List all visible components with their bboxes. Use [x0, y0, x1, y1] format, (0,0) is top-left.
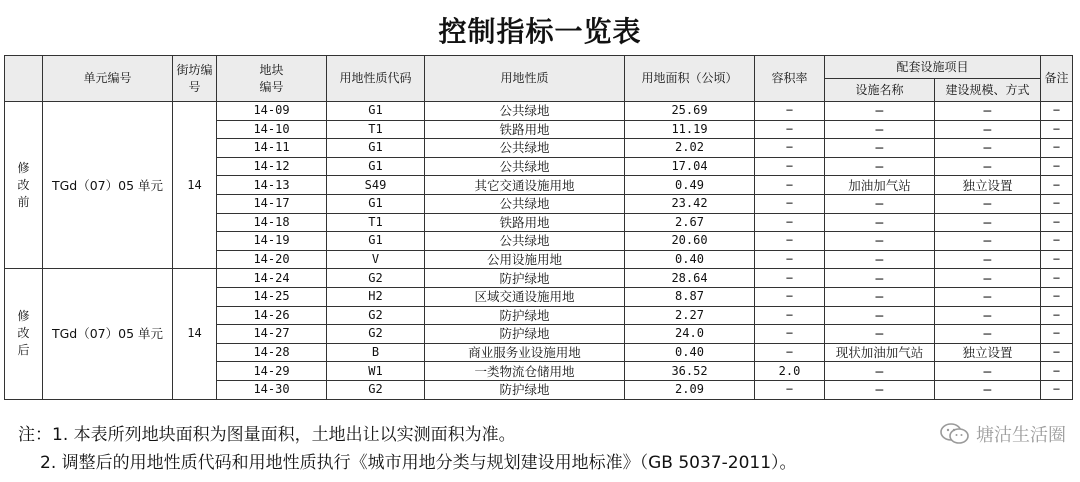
- area-cell: 17.04: [625, 157, 755, 176]
- facility-name-cell: −: [825, 120, 935, 139]
- land-code-cell: T1: [327, 120, 425, 139]
- facility-name-cell: −: [825, 325, 935, 344]
- facility-name-cell: −: [825, 362, 935, 381]
- remarks-cell: −: [1041, 362, 1073, 381]
- facility-scale-cell: −: [935, 157, 1041, 176]
- facility-scale-cell: −: [935, 102, 1041, 121]
- phase-cell: [5, 269, 43, 399]
- header-facilities: 配套设施项目: [825, 56, 1041, 79]
- land-use-cell: 公共绿地: [425, 139, 625, 158]
- far-cell: −: [755, 343, 825, 362]
- plot-no-cell: 14-10: [217, 120, 327, 139]
- land-code-cell: W1: [327, 362, 425, 381]
- area-cell: 20.60: [625, 232, 755, 251]
- land-code-cell: G1: [327, 102, 425, 121]
- land-use-cell: 区域交通设施用地: [425, 287, 625, 306]
- facility-name-cell: −: [825, 269, 935, 288]
- facility-scale-cell: −: [935, 380, 1041, 399]
- area-cell: 2.09: [625, 380, 755, 399]
- facility-scale-cell: 独立设置: [935, 176, 1041, 195]
- land-code-cell: G1: [327, 232, 425, 251]
- facility-scale-cell: −: [935, 269, 1041, 288]
- page-title: 控制指标一览表: [438, 15, 642, 48]
- plot-no-cell: 14-17: [217, 194, 327, 213]
- unit-cell: TGd（07）05 单元: [43, 102, 173, 269]
- land-code-cell: V: [327, 250, 425, 269]
- header-plot-no-text: 地块编号: [259, 62, 284, 94]
- land-use-cell: 公共绿地: [425, 232, 625, 251]
- phase-char: 后: [17, 343, 30, 358]
- header-land-code: 用地性质代码: [327, 56, 425, 102]
- area-cell: 2.67: [625, 213, 755, 232]
- remarks-cell: −: [1041, 102, 1073, 121]
- remarks-cell: −: [1041, 250, 1073, 269]
- land-use-cell: 公共绿地: [425, 194, 625, 213]
- header-area: 用地面积（公顷）: [625, 56, 755, 102]
- plot-no-cell: 14-30: [217, 380, 327, 399]
- unit-cell: TGd（07）05 单元: [43, 269, 173, 399]
- land-use-cell: 公共绿地: [425, 102, 625, 121]
- remarks-cell: −: [1041, 380, 1073, 399]
- plot-no-cell: 14-28: [217, 343, 327, 362]
- land-use-cell: 防护绿地: [425, 306, 625, 325]
- facility-name-cell: −: [825, 157, 935, 176]
- plot-no-cell: 14-11: [217, 139, 327, 158]
- land-code-cell: G2: [327, 325, 425, 344]
- header-facility-name: 设施名称: [825, 79, 935, 102]
- facility-scale-cell: −: [935, 232, 1041, 251]
- plot-no-cell: 14-12: [217, 157, 327, 176]
- facility-scale-cell: −: [935, 287, 1041, 306]
- far-cell: −: [755, 380, 825, 399]
- land-code-cell: B: [327, 343, 425, 362]
- header-phase: [5, 56, 43, 102]
- far-cell: −: [755, 287, 825, 306]
- remarks-cell: −: [1041, 157, 1073, 176]
- land-code-cell: T1: [327, 213, 425, 232]
- plot-no-cell: 14-09: [217, 102, 327, 121]
- land-use-cell: 商业服务业设施用地: [425, 343, 625, 362]
- land-code-cell: G2: [327, 306, 425, 325]
- land-code-cell: H2: [327, 287, 425, 306]
- table-row: [5, 269, 1073, 288]
- plot-no-cell: 14-24: [217, 269, 327, 288]
- header-plot-no: [217, 56, 327, 102]
- header-block-no: 街坊编号: [173, 56, 217, 102]
- land-use-cell: 铁路用地: [425, 213, 625, 232]
- area-cell: 11.19: [625, 120, 755, 139]
- watermark-text: 塘沽生活圈: [976, 425, 1066, 446]
- far-cell: −: [755, 306, 825, 325]
- note-line-1: 注：1. 本表所列地块面积为图量面积，土地出让以实测面积为准。: [18, 425, 516, 445]
- facility-name-cell: −: [825, 287, 935, 306]
- phase-cell: [5, 102, 43, 269]
- land-use-cell: 一类物流仓储用地: [425, 362, 625, 381]
- table-row: [5, 102, 1073, 121]
- area-cell: 2.02: [625, 139, 755, 158]
- facility-scale-cell: −: [935, 139, 1041, 158]
- phase-char: 修: [17, 160, 30, 175]
- area-cell: 25.69: [625, 102, 755, 121]
- land-code-cell: S49: [327, 176, 425, 195]
- control-index-table: [4, 55, 1073, 400]
- land-code-cell: G1: [327, 194, 425, 213]
- facility-scale-cell: −: [935, 250, 1041, 269]
- far-cell: −: [755, 194, 825, 213]
- far-cell: −: [755, 157, 825, 176]
- plot-no-cell: 14-25: [217, 287, 327, 306]
- facility-name-cell: 加油加气站: [825, 176, 935, 195]
- block-cell: 14: [173, 269, 217, 399]
- block-cell: 14: [173, 102, 217, 269]
- far-cell: −: [755, 325, 825, 344]
- header-land-use: 用地性质: [425, 56, 625, 102]
- far-cell: 2.0: [755, 362, 825, 381]
- land-use-cell: 铁路用地: [425, 120, 625, 139]
- remarks-cell: −: [1041, 325, 1073, 344]
- remarks-cell: −: [1041, 194, 1073, 213]
- facility-name-cell: −: [825, 139, 935, 158]
- remarks-cell: −: [1041, 120, 1073, 139]
- area-cell: 23.42: [625, 194, 755, 213]
- plot-no-cell: 14-29: [217, 362, 327, 381]
- facility-name-cell: −: [825, 102, 935, 121]
- phase-char: 改: [17, 326, 30, 341]
- wechat-icon: [940, 422, 970, 446]
- area-cell: 24.0: [625, 325, 755, 344]
- facility-scale-cell: −: [935, 120, 1041, 139]
- plot-no-cell: 14-18: [217, 213, 327, 232]
- far-cell: −: [755, 120, 825, 139]
- remarks-cell: −: [1041, 213, 1073, 232]
- land-code-cell: G1: [327, 157, 425, 176]
- header-far: 容积率: [755, 56, 825, 102]
- area-cell: 0.49: [625, 176, 755, 195]
- land-use-cell: 防护绿地: [425, 269, 625, 288]
- header-remarks-text: 备注: [1044, 71, 1069, 85]
- facility-scale-cell: 独立设置: [935, 343, 1041, 362]
- facility-scale-cell: −: [935, 325, 1041, 344]
- facility-name-cell: −: [825, 306, 935, 325]
- header-remarks: [1041, 56, 1073, 102]
- remarks-cell: −: [1041, 232, 1073, 251]
- facility-scale-cell: −: [935, 213, 1041, 232]
- area-cell: 0.40: [625, 343, 755, 362]
- far-cell: −: [755, 213, 825, 232]
- phase-char: 改: [17, 177, 30, 192]
- far-cell: −: [755, 102, 825, 121]
- remarks-cell: −: [1041, 139, 1073, 158]
- header-unit-no: 单元编号: [43, 56, 173, 102]
- land-code-cell: G2: [327, 380, 425, 399]
- plot-no-cell: 14-19: [217, 232, 327, 251]
- phase-char: 修: [17, 309, 30, 324]
- facility-name-cell: −: [825, 194, 935, 213]
- far-cell: −: [755, 269, 825, 288]
- remarks-cell: −: [1041, 343, 1073, 362]
- area-cell: 2.27: [625, 306, 755, 325]
- land-use-cell: 公用设施用地: [425, 250, 625, 269]
- header-facility-scale: 建设规模、方式: [935, 79, 1041, 102]
- land-use-cell: 其它交通设施用地: [425, 176, 625, 195]
- land-use-cell: 防护绿地: [425, 380, 625, 399]
- facility-name-cell: −: [825, 250, 935, 269]
- area-cell: 0.40: [625, 250, 755, 269]
- remarks-cell: −: [1041, 306, 1073, 325]
- facility-name-cell: 现状加油加气站: [825, 343, 935, 362]
- facility-name-cell: −: [825, 232, 935, 251]
- remarks-cell: −: [1041, 287, 1073, 306]
- plot-no-cell: 14-20: [217, 250, 327, 269]
- facility-scale-cell: −: [935, 306, 1041, 325]
- land-use-cell: 防护绿地: [425, 325, 625, 344]
- far-cell: −: [755, 176, 825, 195]
- land-use-cell: 公共绿地: [425, 157, 625, 176]
- plot-no-cell: 14-27: [217, 325, 327, 344]
- phase-char: 前: [17, 194, 30, 209]
- note-line-2: 2. 调整后的用地性质代码和用地性质执行《城市用地分类与规划建设用地标准》（GB 5037-2011）。: [40, 453, 797, 473]
- far-cell: −: [755, 139, 825, 158]
- far-cell: −: [755, 232, 825, 251]
- table-body: [5, 102, 1073, 400]
- area-cell: 36.52: [625, 362, 755, 381]
- area-cell: 8.87: [625, 287, 755, 306]
- area-cell: 28.64: [625, 269, 755, 288]
- plot-no-cell: 14-13: [217, 176, 327, 195]
- facility-scale-cell: −: [935, 362, 1041, 381]
- facility-name-cell: −: [825, 380, 935, 399]
- remarks-cell: −: [1041, 176, 1073, 195]
- land-code-cell: G1: [327, 139, 425, 158]
- watermark: [940, 421, 1066, 447]
- plot-no-cell: 14-26: [217, 306, 327, 325]
- remarks-cell: −: [1041, 269, 1073, 288]
- far-cell: −: [755, 250, 825, 269]
- facility-name-cell: −: [825, 213, 935, 232]
- land-code-cell: G2: [327, 269, 425, 288]
- facility-scale-cell: −: [935, 194, 1041, 213]
